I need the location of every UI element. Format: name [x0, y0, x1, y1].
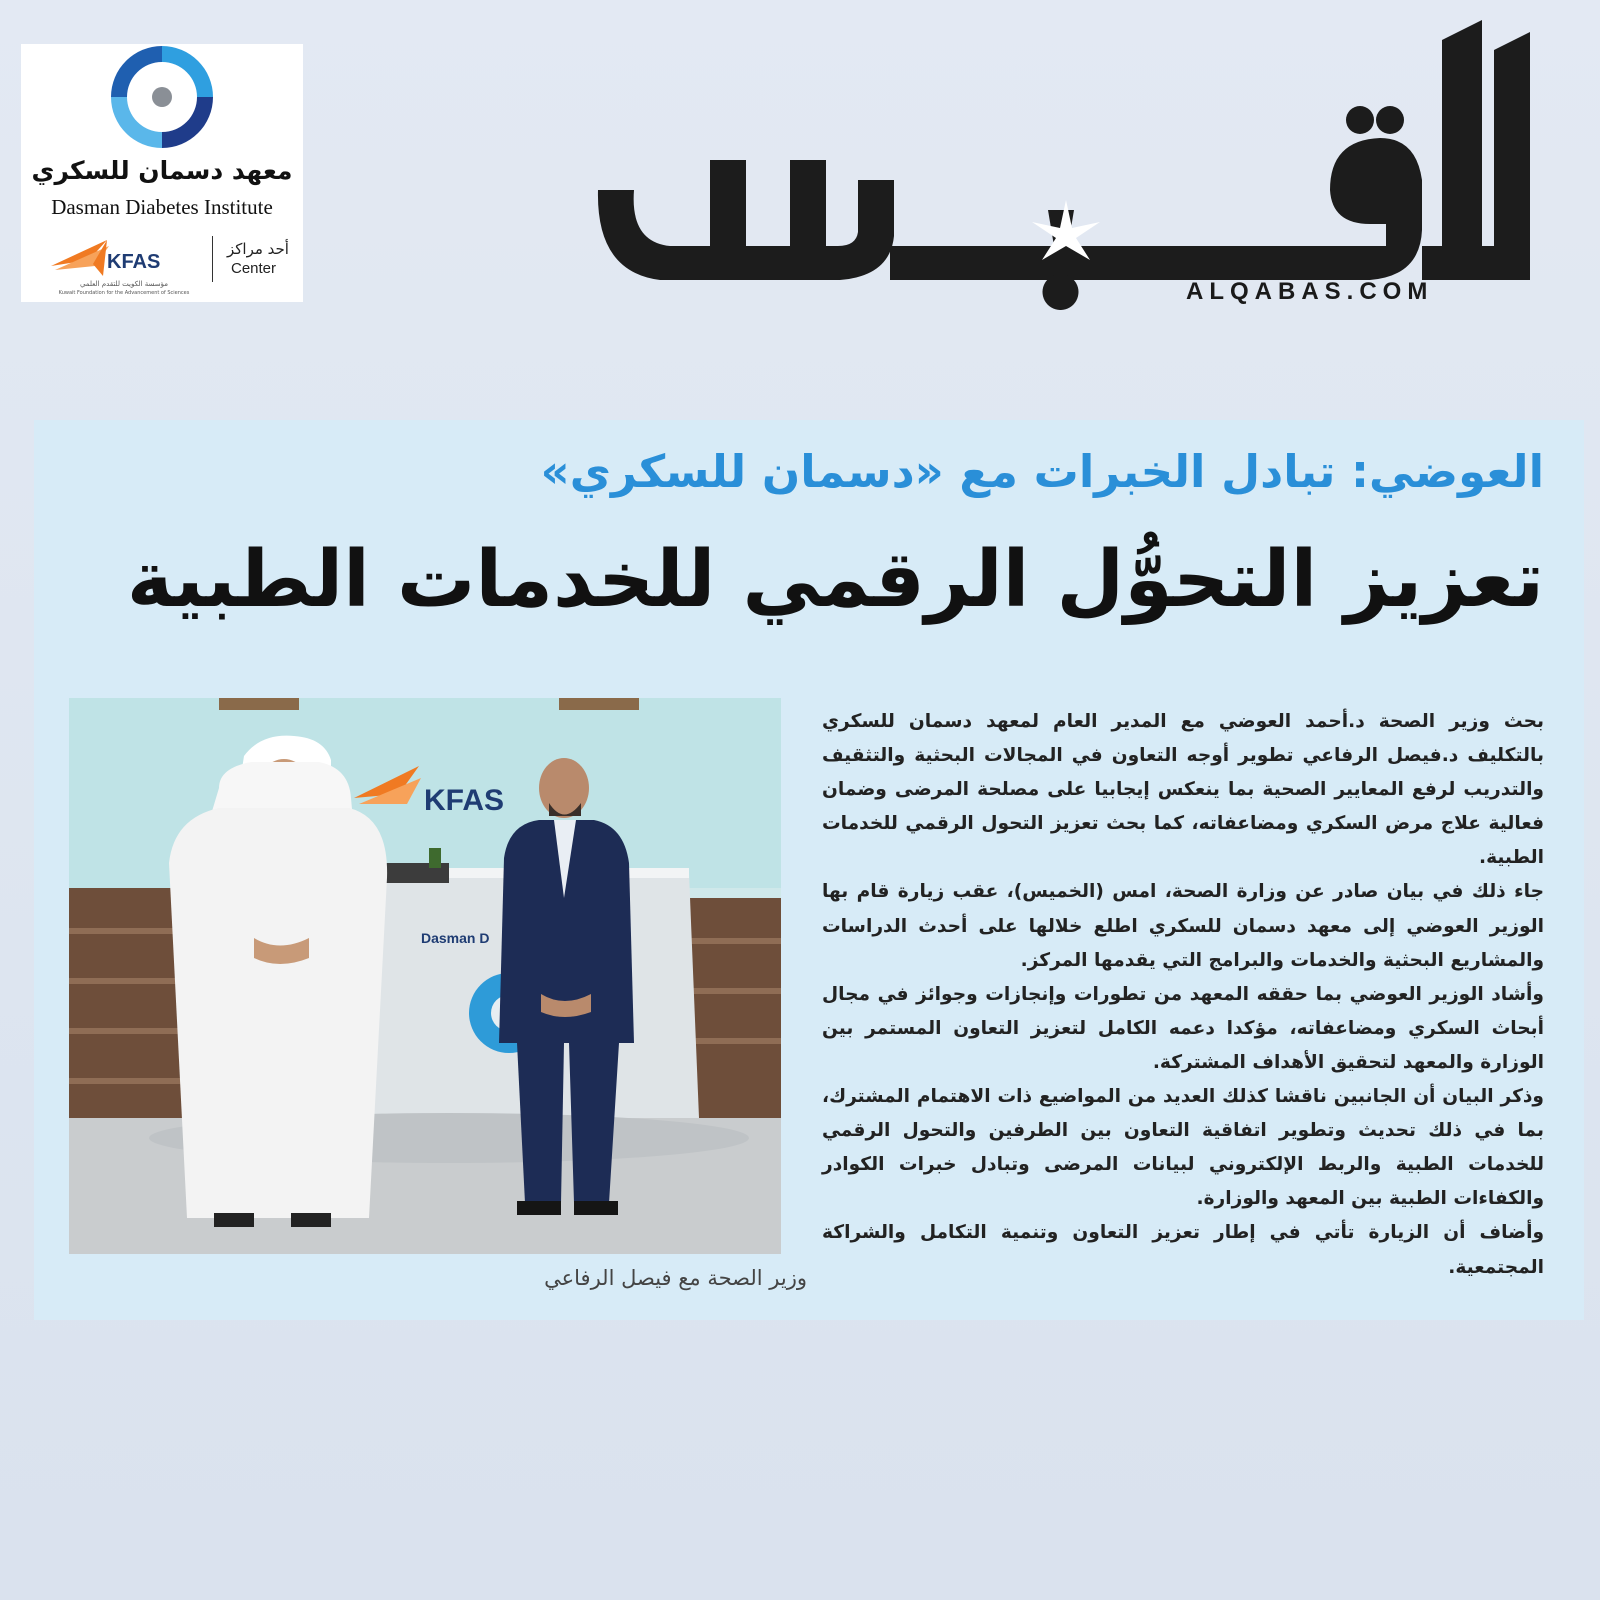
logo-divider — [212, 236, 213, 282]
kfas-subtitle-en: Kuwait Foundation for the Advancement of Sciences — [58, 290, 190, 296]
photo-kfas-text: KFAS — [424, 784, 505, 817]
article-paragraph: جاء ذلك في بيان صادر عن وزارة الصحة، امس (الخميس)، عقب زيارة قام بها الوزير العوضي إلى معهد دسمان للسكري اطلع خلالها على أحدث الدراسات والمشاريع البحثية والخدمات والبرامج التي يقدمها المركز. — [822, 881, 1544, 971]
ddi-logo-card — [21, 44, 303, 302]
article-paragraph: وأضاف أن الزيارة تأتي في إطار تعزيز التعاون وتنمية التكامل والشراكة المجتمعية. — [822, 1222, 1544, 1278]
center-label-ar: أحد مراكز — [227, 240, 289, 258]
institute-name-ar: معهد دسمان للسكري — [31, 156, 293, 185]
ddi-emblem-icon — [109, 44, 215, 150]
article-paragraph: وأشاد الوزير العوضي بما حققه المعهد من تطورات وإنجازات وجوائز في مجال أبحاث السكري ومضاعفاته، مؤكدا دعمه الكامل لتعزيز التعاون المستمر بين الوزارة والمعهد لتحقيق الأهداف المشتركة. — [822, 983, 1544, 1073]
kfas-label: KFAS — [107, 251, 161, 273]
article-paragraph: بحث وزير الصحة د.أحمد العوضي مع المدير العام لمعهد دسمان للسكري بالتكليف د.فيصل الرفاعي تطوير أوجه التعاون في المجالات البحثية والتثقيف والتدريب لرفع المعايير الصحية بما ينعكس إيجابيا على مصلحة المرضى وضمان فعالية علاج مرض السكري ومضاعفاته، كما بحث تعزيز التحول الرقمي للخدمات الطبية. — [822, 711, 1544, 869]
kfas-subtitle-ar: مؤسسة الكويت للتقدم العلمي — [79, 280, 169, 288]
institute-name-en: Dasman Diabetes Institute — [51, 195, 273, 219]
article-headline: تعزيز التحوُّل الرقمي للخدمات الطبية — [126, 535, 1544, 625]
article-photo — [69, 698, 781, 1254]
masthead-url[interactable]: ALQABAS.COM — [1186, 278, 1434, 305]
photo-illustration — [69, 698, 781, 1254]
article-panel — [34, 420, 1584, 1320]
article-paragraph: وذكر البيان أن الجانبين ناقشا كذلك العديد من المواضيع ذات الاهتمام المشترك، بما في ذلك تحديث وتطوير اتفاقية التعاون بين الطرفين والتحول الرقمي للخدمات الطبية والربط الإلكتروني لبيانات المرضى وتبادل خبرات الكوادر والكفاءات الطبية بين المعهد والوزارة. — [822, 1086, 1544, 1210]
article-body — [822, 705, 1544, 1285]
article-kicker: العوضي: تبادل الخبرات مع «دسمان للسكري» — [540, 445, 1544, 498]
center-label-en: Center — [231, 260, 277, 277]
kfas-subtitle — [49, 280, 199, 298]
photo-caption: وزير الصحة مع فيصل الرفاعي — [544, 1266, 807, 1290]
photo-dasman-text: Dasman D — [421, 930, 490, 946]
